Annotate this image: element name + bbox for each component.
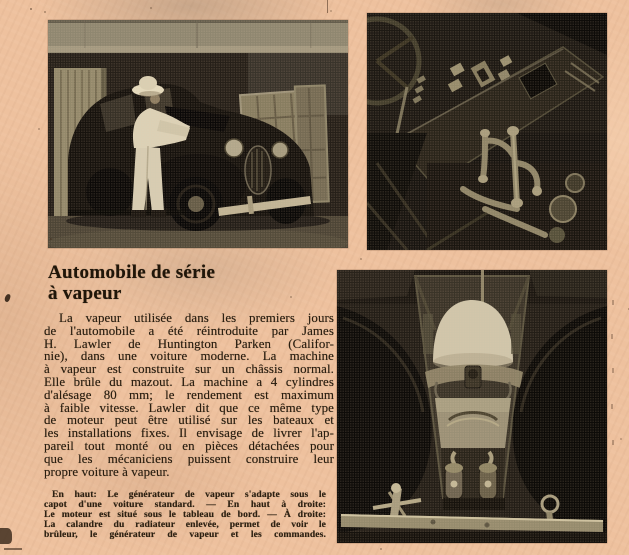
headline-line-2: à vapeur xyxy=(48,282,122,304)
photo-garage-art xyxy=(48,20,348,248)
mid-panel xyxy=(435,398,511,448)
text-line: Elle brûle du mazout. La machine a 4 cylindres xyxy=(44,374,334,389)
photo-steam-car-garage xyxy=(48,20,348,248)
text-line: propre voiture à vapeur. xyxy=(44,464,170,479)
text-line: de moteur peut être utilisé sur les bateaux et xyxy=(44,413,334,428)
photo-dashboard-art xyxy=(367,13,607,250)
text-line: de l'automobile a été réintroduite par James xyxy=(44,323,334,338)
text-line: La calandre du radiateur enlevée, permet de voir le xyxy=(44,519,326,531)
edge-dash-artifact xyxy=(612,368,614,373)
ink-blot-artifact xyxy=(0,528,12,544)
column-rule-artifact xyxy=(327,0,328,13)
ink-dash-artifact xyxy=(4,548,22,550)
garage-lintel xyxy=(48,20,348,53)
text-line: La vapeur utilisée dans les premiers jours xyxy=(59,311,334,325)
text-line: H. Lawler de Huntington Parken (Califor- xyxy=(44,336,334,351)
text-line: capot d'une voiture standard. — En haut à droite: xyxy=(44,499,326,511)
article-headline xyxy=(44,263,334,304)
headlight-right xyxy=(272,142,288,158)
paper-specks xyxy=(30,8,32,10)
headlight-left xyxy=(225,139,243,157)
photo-steam-generator-front xyxy=(337,270,607,543)
text-line: brûleur, le générateur de vapeur et les commandes. xyxy=(44,528,326,540)
ink-mark-artifact xyxy=(4,293,11,302)
photo-engine-under-dashboard xyxy=(367,13,607,250)
text-line: Le moteur est situé sous le tableau de bord. — À droite: xyxy=(44,509,326,521)
edge-dash-artifact xyxy=(612,300,614,305)
text-line: nie), dans une voiture moderne. La machine xyxy=(44,349,334,364)
article-column xyxy=(44,263,334,540)
photo-caption xyxy=(44,490,326,540)
article-body xyxy=(44,312,334,478)
edge-dash-artifact xyxy=(611,404,613,409)
text-line: à vapeur est construite sur un châssis normal. xyxy=(44,362,334,377)
text-line: d'alésage 80 mm; le rendement est maximum xyxy=(44,387,334,402)
edge-dash-artifact xyxy=(612,440,614,445)
text-line: En haut: Le générateur de vapeur s'adapte sous le xyxy=(52,489,326,501)
text-line: à faible vitesse. Lawler dit que ce même type xyxy=(44,400,334,415)
text-line: pareil tout monté ou en pièces détachées pour xyxy=(44,438,334,453)
photo-boiler-art xyxy=(337,270,607,543)
headline-line-1: Automobile de série xyxy=(48,262,216,283)
text-line: les installations fixes. Il envisage de livrer l'ap- xyxy=(44,426,334,441)
edge-dash-artifact xyxy=(611,334,613,339)
text-line: que les mécaniciens puissent construire leur xyxy=(44,451,334,466)
